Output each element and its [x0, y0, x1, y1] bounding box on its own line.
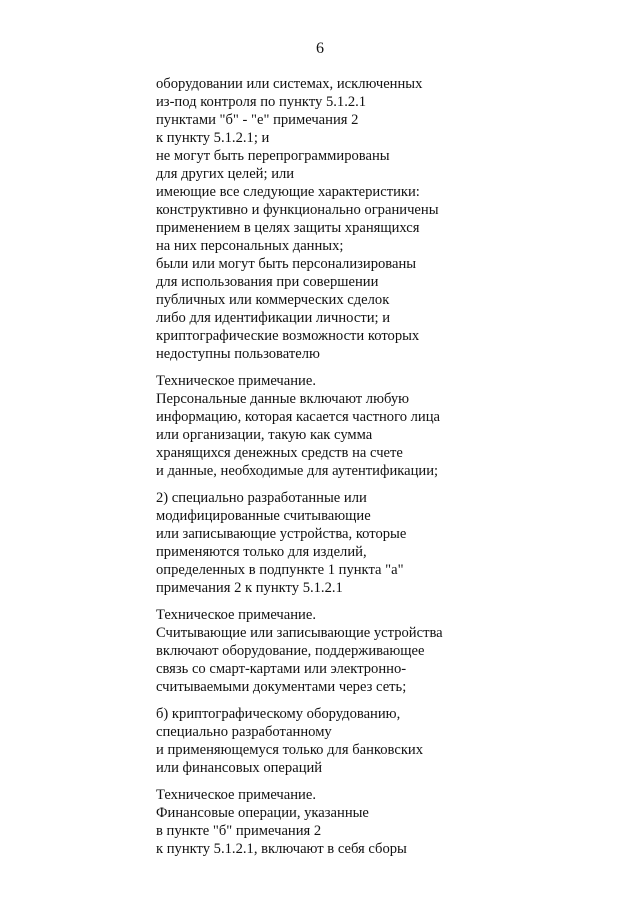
text-line: или финансовых операций: [156, 760, 323, 776]
note-heading: Техническое примечание.: [156, 373, 316, 389]
technical-note-readers: [156, 606, 626, 696]
text-line: в пункте "б" примечания 2: [156, 823, 322, 839]
text-line: имеющие все следующие характеристики:: [156, 184, 420, 200]
text-line: Финансовые операции, указанные: [156, 805, 369, 821]
paragraph-banking-equipment: [156, 705, 626, 777]
note-heading: Техническое примечание.: [156, 787, 316, 803]
text-line: к пункту 5.1.2.1; и: [156, 130, 270, 146]
text-line: или организации, такую как сумма: [156, 427, 373, 443]
text-line: не могут быть перепрограммированы: [156, 148, 390, 164]
paragraph-equipment-conditions: [156, 75, 626, 363]
text-line: Персональные данные включают любую: [156, 391, 410, 407]
text-line: хранящихся денежных средств на счете: [156, 445, 403, 461]
technical-note-personal-data: [156, 372, 626, 480]
text-line: считываемыми документами через сеть;: [156, 679, 407, 695]
text-line: недоступны пользователю: [156, 346, 320, 362]
text-line: применяются только для изделий,: [156, 544, 367, 560]
text-line: на них персональных данных;: [156, 238, 344, 254]
text-line: криптографические возможности которых: [156, 328, 420, 344]
text-line: оборудовании или системах, исключенных: [156, 76, 423, 92]
text-line: либо для идентификации личности; и: [156, 310, 391, 326]
text-line: или записывающие устройства, которые: [156, 526, 407, 542]
text-line: Считывающие или записывающие устройства: [156, 625, 443, 641]
document-body: [156, 75, 626, 867]
text-line: модифицированные считывающие: [156, 508, 371, 524]
text-line: связь со смарт-картами или электронно-: [156, 661, 407, 677]
page-number: 6: [316, 40, 324, 57]
text-line: для других целей; или: [156, 166, 295, 182]
text-line: 2) специально разработанные или: [156, 490, 367, 506]
text-line: информацию, которая касается частного лица: [156, 409, 441, 425]
text-line: определенных в подпункте 1 пункта "а": [156, 562, 404, 578]
text-line: пунктами "б" - "е" примечания 2: [156, 112, 359, 128]
text-line: для использования при совершении: [156, 274, 379, 290]
text-line: из-под контроля по пункту 5.1.2.1: [156, 94, 367, 110]
text-line: публичных или коммерческих сделок: [156, 292, 390, 308]
text-line: включают оборудование, поддерживающее: [156, 643, 425, 659]
paragraph-readers-writers: [156, 489, 626, 597]
text-line: к пункту 5.1.2.1, включают в себя сборы: [156, 841, 407, 857]
text-line: применением в целях защиты хранящихся: [156, 220, 420, 236]
text-line: и применяющемуся только для банковских: [156, 742, 424, 758]
text-line: и данные, необходимые для аутентификации;: [156, 463, 439, 479]
text-line: б) криптографическому оборудованию,: [156, 706, 401, 722]
note-heading: Техническое примечание.: [156, 607, 316, 623]
text-line: примечания 2 к пункту 5.1.2.1: [156, 580, 343, 596]
text-line: были или могут быть персонализированы: [156, 256, 417, 272]
technical-note-financial-operations: [156, 786, 626, 858]
text-line: специально разработанному: [156, 724, 332, 740]
text-line: конструктивно и функционально ограничены: [156, 202, 439, 218]
